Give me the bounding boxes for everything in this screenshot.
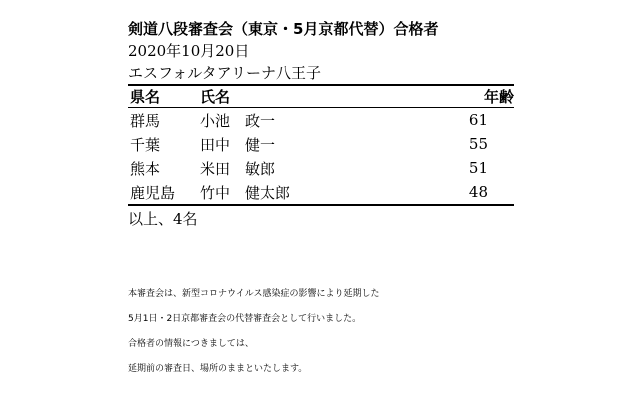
document (128, 18, 518, 230)
table-row (128, 108, 514, 133)
cell-name: 米田 敏郎 (200, 159, 276, 178)
cell-prefecture: 鹿児島 (128, 180, 200, 205)
cell-prefecture: 熊本 (130, 159, 161, 178)
table-header-row (128, 85, 514, 108)
cell-name: 田中 健一 (200, 135, 276, 154)
note-line: 合格者の情報につきましては、 (128, 339, 254, 349)
cell-name: 竹中 健太郎 (200, 180, 450, 205)
table-row (128, 156, 514, 180)
note-line: 5月1日・2日京都審査会の代替審査会として行いました。 (128, 314, 362, 324)
cell-prefecture: 群馬 (130, 111, 161, 130)
cell-age: 61 (468, 111, 488, 129)
exam-venue: エスフォルタアリーナ八王子 (128, 64, 322, 82)
header-age: 年齢 (450, 85, 514, 108)
table-row (128, 180, 514, 205)
note-line: 延期前の審査日、場所のままといたします。 (128, 364, 308, 374)
passers-table (128, 84, 514, 206)
cell-prefecture: 千葉 (130, 135, 161, 154)
header-name: 氏名 (200, 85, 450, 108)
table-row (128, 132, 514, 156)
cell-age: 48 (450, 180, 514, 205)
notes (128, 288, 548, 388)
document-title: 剣道八段審査会（東京・5月京都代替）合格者 (128, 20, 439, 38)
cell-age: 51 (468, 159, 488, 177)
header-prefecture: 県名 (128, 85, 200, 108)
cell-age: 55 (468, 135, 488, 153)
note-line: 本審査会は、新型コロナウイルス感染症の影響により延期した (128, 289, 380, 299)
exam-date: 2020年10月20日 (128, 42, 250, 60)
summary-count: 以上、4名 (128, 210, 198, 228)
cell-name: 小池 政一 (200, 111, 276, 130)
